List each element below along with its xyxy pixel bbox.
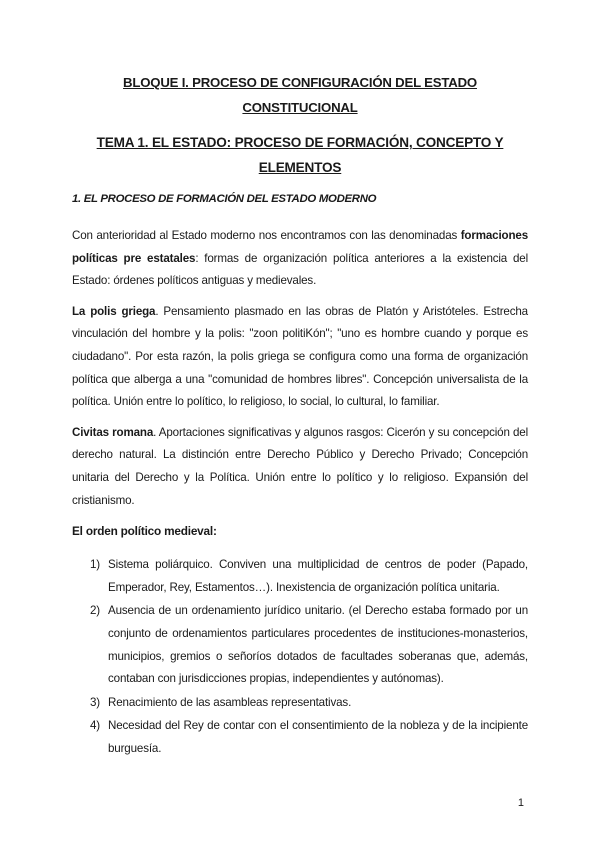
civitas-text: . Aportaciones significativas y algunos rasgos: Cicerón y su concepción del derecho natural. La distinción entre Derecho Público y Derecho Privado; Concepción unitaria del Derecho y la Política. Unión entre lo político y lo religioso. Expansión del cristianismo. bbox=[72, 425, 528, 507]
page-content bbox=[72, 70, 528, 761]
page-number: 1 bbox=[517, 797, 524, 809]
list-item-number: 3) bbox=[90, 695, 101, 709]
polis-paragraph bbox=[72, 301, 528, 414]
intro-paragraph bbox=[72, 225, 528, 293]
polis-text: . Pensamiento plasmado en las obras de Platón y Aristóteles. Estrecha vinculación del hombre y la polis: "zoon politiKón"; "uno es hombre cuando y porque es ciudadano". Por esta razón, la polis griega se configura como una forma de organización política que alberga a una "comunidad de hombres libres". Concepción universalista de la política. Unión entre lo político, lo religioso, lo social, lo cultural, lo familiar. bbox=[72, 304, 528, 409]
tema-title bbox=[72, 130, 528, 180]
list-item-text: Sistema poliárquico. Conviven una multiplicidad de centros de poder (Papado, Emperador, Rey, Estamentos…). Inexistencia de organización política unitaria. bbox=[108, 558, 528, 594]
civitas-term: Civitas romana bbox=[72, 425, 154, 439]
bloque-title bbox=[72, 70, 528, 120]
list-item-number: 2) bbox=[90, 604, 101, 618]
polis-term: La polis griega bbox=[72, 304, 156, 318]
orden-medieval-heading: El orden político medieval: bbox=[72, 524, 217, 539]
tema-title-line-1: TEMA 1. EL ESTADO: PROCESO DE FORMACIÓN, CONCEPTO Y bbox=[96, 135, 504, 150]
list-item-text: Renacimiento de las asambleas representativas. bbox=[108, 695, 352, 709]
civitas-paragraph bbox=[72, 422, 528, 512]
bloque-title-line-1: BLOQUE I. PROCESO DE CONFIGURACIÓN DEL ESTADO bbox=[123, 75, 477, 90]
section-heading: 1. EL PROCESO DE FORMACIÓN DEL ESTADO MODERNO bbox=[72, 193, 377, 205]
tema-title-line-2: ELEMENTOS bbox=[258, 160, 342, 175]
list-item-text: Necesidad del Rey de contar con el consentimiento de la nobleza y de la incipiente burguesía. bbox=[108, 719, 528, 755]
list-item bbox=[90, 554, 528, 599]
medieval-list bbox=[72, 554, 528, 760]
list-item-number: 1) bbox=[90, 558, 101, 572]
intro-text-before: Con anterioridad al Estado moderno nos encontramos con las denominadas bbox=[72, 229, 461, 242]
intro-text-after: : formas de organización política anteriores a la existencia del Estado: órdenes políticos antiguas y medievales. bbox=[72, 251, 529, 288]
list-item bbox=[90, 600, 528, 690]
bloque-title-line-2: CONSTITUCIONAL bbox=[242, 100, 358, 115]
list-item-number: 4) bbox=[90, 719, 101, 733]
list-item bbox=[90, 715, 528, 760]
intro-bold-term: formaciones políticas pre estatales bbox=[72, 229, 528, 265]
list-item bbox=[90, 692, 528, 715]
list-item-text: Ausencia de un ordenamiento jurídico unitario. (el Derecho estaba formado por un conjunto de ordenamientos particulares procedentes de instituciones-monasterios, municipios, gremios o señoríos dotados de facultades soberanas que, además, contaban con jurisdicciones propias, independientes y autónomas). bbox=[108, 604, 528, 686]
